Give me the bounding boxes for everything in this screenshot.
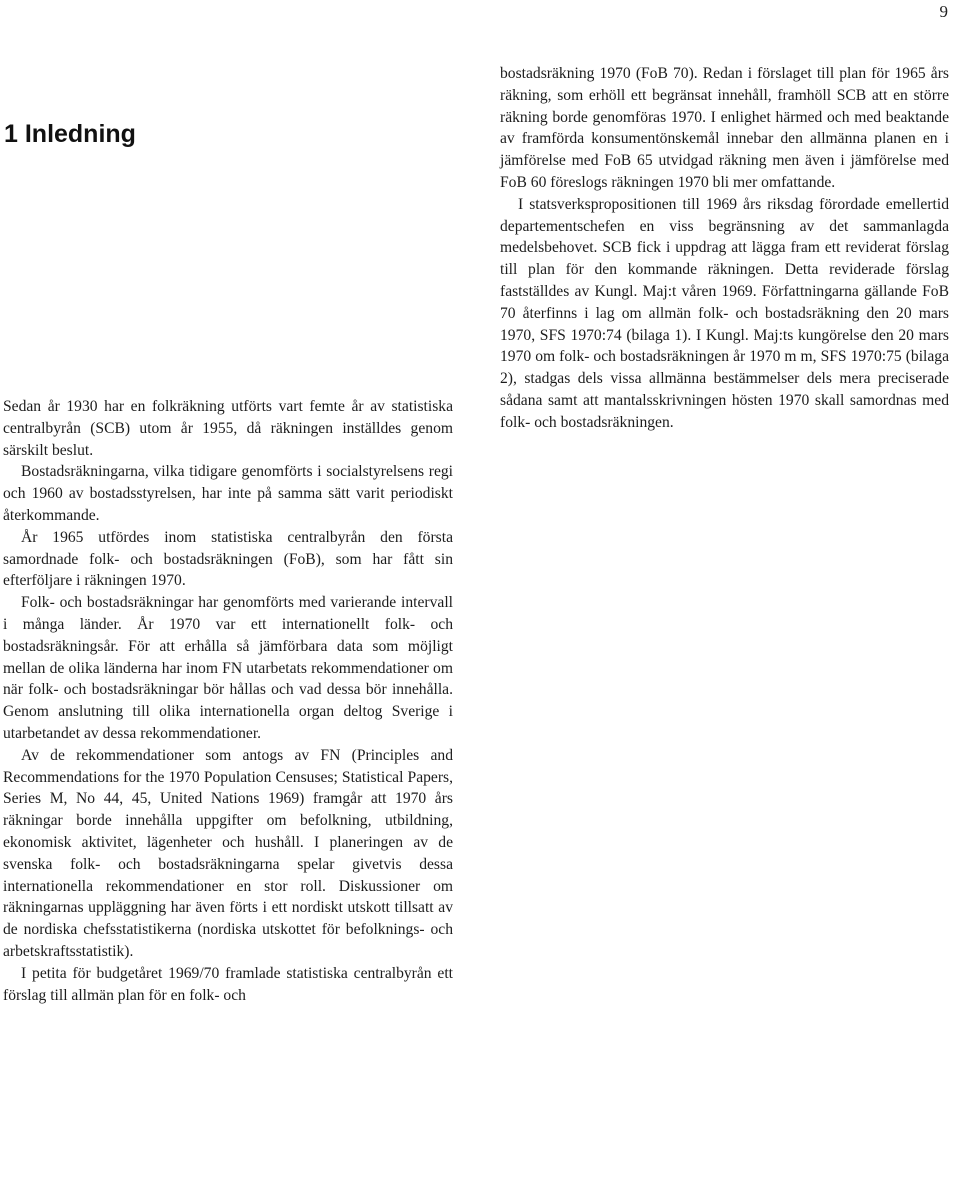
paragraph: bostadsräkning 1970 (FoB 70). Redan i förslaget till plan för 1965 års räkning, som erhöll ett begränsat innehåll, framhöll SCB att en större räkning borde genomföras 1970. I enlighet härmed och med beaktande av framförda konsumentönskemål innebar den allmänna planen en i jämförelse med FoB 65 utvidgad räkning men även i jämförelse med FoB 60 föreslogs räkningen 1970 bli mer omfattande. bbox=[500, 65, 949, 191]
paragraph: År 1965 utfördes inom statistiska centralbyrån den första samordnade folk- och bostadsräkningen (FoB), som har fått sin efterföljare i räkningen 1970. bbox=[3, 528, 453, 590]
left-column bbox=[3, 396, 453, 1006]
paragraph: Sedan år 1930 har en folkräkning utförts vart femte år av statistiska centralbyrån (SCB) utom år 1955, då räkningen inställdes genom särskilt beslut. bbox=[3, 398, 453, 459]
paragraph: Bostadsräkningarna, vilka tidigare genomförts i socialstyrelsens regi och 1960 av bostadsstyrelsen, har inte på samma sätt varit periodiskt återkommande. bbox=[3, 463, 453, 524]
paragraph: Folk- och bostadsräkningar har genomförts med varierande intervall i många länder. År 1970 var ett internationellt folk- och bostadsräkningsår. För att erhålla så jämförbara data som möjligt mellan de olika länderna har inom FN utarbetats rekommendationer om när folk- och bostadsräkningar bör hållas och vad dessa bör innehålla. Genom anslutning till olika internationella organ deltog Sverige i utarbetandet av dessa rekommendationer. bbox=[3, 594, 453, 742]
paragraph: I statsverkspropositionen till 1969 års riksdag förordade emellertid departementschefen en viss begränsning av det sammanlagda medelsbehovet. SCB fick i uppdrag att lägga fram ett reviderat förslag till plan för den kommande räkningen. Detta reviderade förslag fastställdes av Kungl. Maj:t våren 1969. Författningarna gällande FoB 70 återfinns i lag om allmän folk- och bostadsräkning den 20 mars 1970, SFS 1970:74 (bilaga 1). I Kungl. Maj:ts kungörelse den 20 mars 1970 om folk- och bostadsräkningen år 1970 m m, SFS 1970:75 (bilaga 2), stadgas dels vissa allmänna bestämmelser dels mera preciserade sådana samt att mantalsskrivningen hösten 1970 skall samordnas med folk- och bostadsräkningen. bbox=[500, 195, 949, 431]
paragraph: Av de rekommendationer som antogs av FN (Principles and Recommendations for the 1970 Population Censuses; Statistical Papers, Series M, No 44, 45, United Nations 1969) framgår att 1970 års räkningar borde innehålla uppgifter om befolkning, utbildning, ekonomisk aktivitet, lägenheter och hushåll. I planeringen av de svenska folk- och bostadsräkningarna spelar givetvis dessa internationella rekommendationer en stor roll. Diskussioner om räkningarnas uppläggning har även förts i ett nordiskt utskott tillsatt av de nordiska chefsstatistikerna (nordiska utskottet för befolknings- och arbetskraftsstatistik). bbox=[3, 746, 453, 960]
page-number: 9 bbox=[939, 2, 948, 21]
right-column bbox=[500, 63, 949, 434]
chapter-title: 1 Inledning bbox=[4, 120, 136, 148]
paragraph: I petita för budgetåret 1969/70 framlade statistiska centralbyrån ett förslag till allmän plan för en folk- och bbox=[3, 964, 453, 1004]
